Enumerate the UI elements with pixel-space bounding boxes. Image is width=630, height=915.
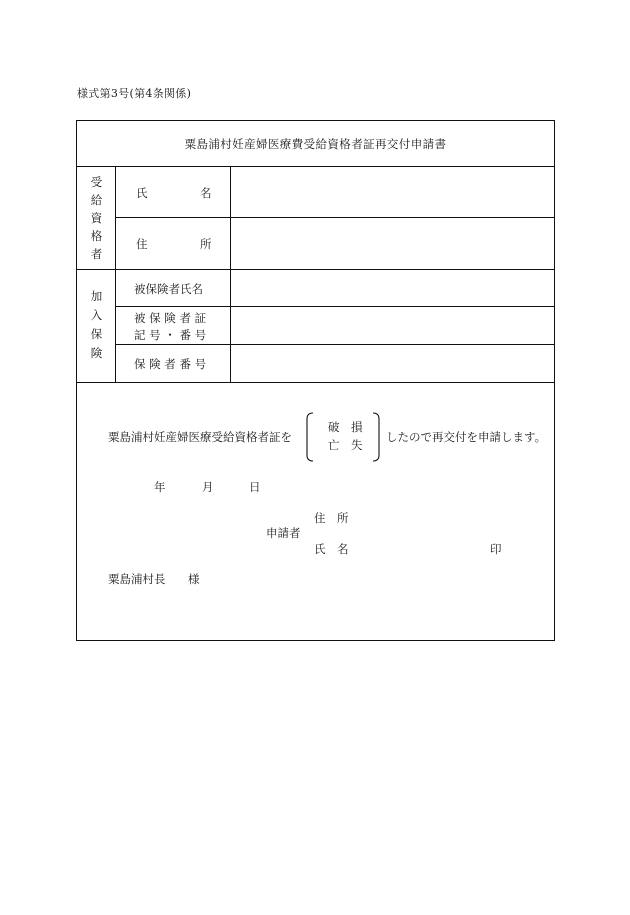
insured-card-label-line1: 被 保 険 者 証 bbox=[134, 311, 207, 325]
name-label-char: 名 bbox=[200, 186, 212, 200]
addressee-name: 粟島浦村長 bbox=[108, 572, 166, 586]
insured-card-label-line2: 記 号 ・ 番 号 bbox=[134, 328, 207, 342]
statement-suffix: したので再交付を申請します。 bbox=[386, 430, 547, 444]
addressee-honorific: 様 bbox=[188, 572, 200, 586]
seal-mark: 印 bbox=[490, 542, 502, 556]
form-number: 様式第3号(第4条関係) bbox=[77, 87, 192, 100]
recipient-label-char: 受 bbox=[90, 175, 103, 189]
reason-option-lost[interactable]: 亡 失 bbox=[328, 438, 363, 452]
recipient-name-field[interactable] bbox=[232, 168, 552, 216]
recipient-address-field[interactable] bbox=[232, 218, 552, 268]
date-day: 日 bbox=[249, 480, 261, 494]
applicant-label: 申請者 bbox=[266, 526, 301, 540]
form-title: 粟島浦村妊産婦医療費受給資格者証再交付申請書 bbox=[77, 121, 554, 167]
insurance-group-label bbox=[77, 269, 116, 382]
recipient-label-char: 者 bbox=[90, 247, 103, 261]
insured-card-number-field[interactable] bbox=[232, 307, 552, 343]
recipient-group-label bbox=[77, 167, 116, 269]
insurance-label-char: 入 bbox=[90, 308, 103, 322]
statement-prefix: 粟島浦村妊産婦医療受給資格者証を bbox=[108, 430, 292, 444]
recipient-label-char: 資 bbox=[90, 211, 103, 225]
address-label-char: 所 bbox=[200, 237, 212, 251]
address-label-char: 住 bbox=[136, 237, 148, 251]
insurance-label-char: 保 bbox=[90, 327, 103, 341]
name-label-char: 氏 bbox=[136, 186, 148, 200]
recipient-label-char: 格 bbox=[90, 229, 103, 243]
applicant-name-label: 氏 名 bbox=[314, 542, 349, 556]
insured-name-field[interactable] bbox=[232, 270, 552, 305]
insurer-number-field[interactable] bbox=[232, 345, 552, 381]
insurer-number-label: 保 険 者 番 号 bbox=[134, 357, 207, 371]
insured-name-label: 被保険者氏名 bbox=[134, 282, 203, 296]
insurance-label-char: 険 bbox=[90, 346, 103, 360]
date-year: 年 bbox=[154, 480, 166, 494]
applicant-address-label: 住 所 bbox=[314, 511, 349, 525]
application-form-frame bbox=[76, 120, 555, 641]
reason-option-damaged[interactable]: 破 損 bbox=[328, 420, 363, 434]
label-value-divider bbox=[230, 167, 231, 382]
date-month: 月 bbox=[202, 480, 214, 494]
insurance-label-char: 加 bbox=[90, 289, 103, 303]
table-bottom-rule bbox=[77, 382, 554, 383]
recipient-label-char: 給 bbox=[90, 193, 103, 207]
